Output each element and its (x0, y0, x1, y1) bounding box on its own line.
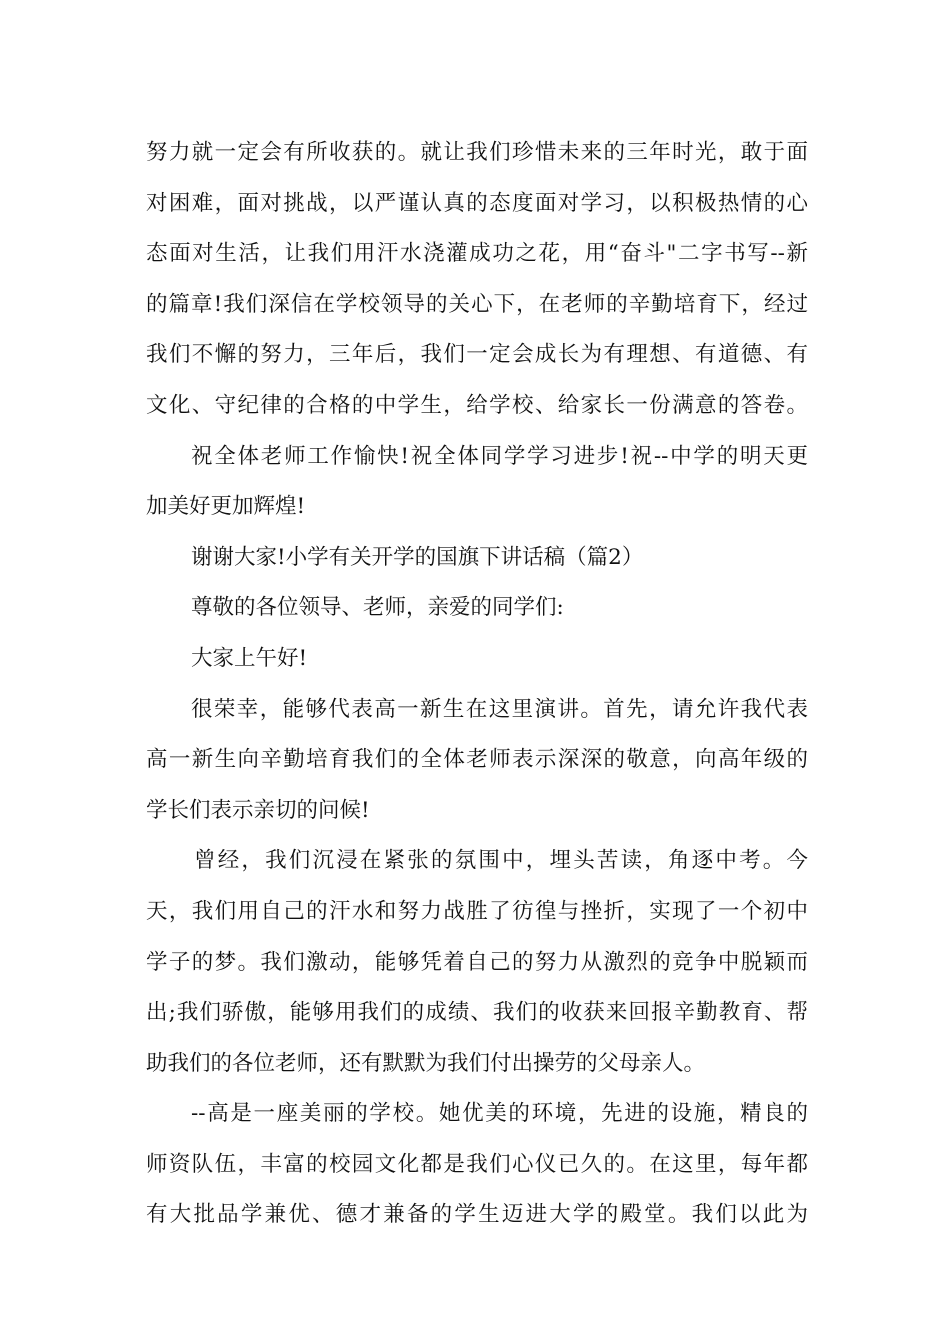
document-body (146, 128, 808, 1241)
text-line: 师资队伍，丰富的校园文化都是我们心仪已久的。在这里，每年都 (146, 1151, 808, 1177)
text-line: 有大批品学兼优、德才兼备的学生迈进大学的殿堂。我们以此为 (146, 1202, 808, 1228)
section-heading: 谢谢大家!小学有关开学的国旗下讲话稿（篇2） (191, 544, 644, 570)
text-line: 助我们的各位老师，还有默默为我们付出操劳的父母亲人。 (146, 1050, 706, 1076)
text-line: 很荣幸，能够代表高一新生在这里演讲。首先，请允许我代表 (191, 696, 808, 722)
text-line: 对困难，面对挑战，以严谨认真的态度面对学习，以积极热情的心 (146, 190, 808, 216)
text-line: 文化、守纪律的合格的中学生，给学校、给家长一份满意的答卷。 (146, 392, 808, 418)
text-line: --高是一座美丽的学校。她优美的环境，先进的设施，精良的 (191, 1101, 808, 1127)
text-line: 努力就一定会有所收获的。就让我们珍惜未来的三年时光，敢于面 (146, 140, 808, 165)
text-line: 祝全体老师工作愉快!祝全体同学学习进步!祝--中学的明天更 (191, 443, 808, 469)
text-line: 加美好更加辉煌! (146, 494, 306, 520)
text-line: 出;我们骄傲，能够用我们的成绩、我们的收获来回报辛勤教育、帮 (146, 1000, 808, 1026)
text-line: 学长们表示亲切的问候! (146, 797, 370, 823)
text-line: 我们不懈的努力，三年后，我们一定会成长为有理想、有道德、有 (146, 342, 808, 368)
text-line: 曾经，我们沉浸在紧张的氛围中，埋头苦读，角逐中考。今 (194, 848, 808, 874)
salutation: 尊敬的各位领导、老师，亲爱的同学们: (191, 595, 564, 621)
greeting: 大家上午好! (191, 645, 308, 671)
text-line: 学子的梦。我们激动，能够凭着自己的努力从激烈的竞争中脱颖而 (146, 949, 808, 975)
text-line: 态面对生活，让我们用汗水浇灌成功之花，用“奋斗"二字书写--新 (146, 241, 808, 267)
text-line: 天，我们用自己的汗水和努力战胜了彷徨与挫折，实现了一个初中 (146, 898, 808, 924)
text-line: 的篇章!我们深信在学校领导的关心下，在老师的辛勤培育下，经过 (146, 291, 808, 317)
text-line: 高一新生向辛勤培育我们的全体老师表示深深的敬意，向高年级的 (146, 747, 808, 773)
